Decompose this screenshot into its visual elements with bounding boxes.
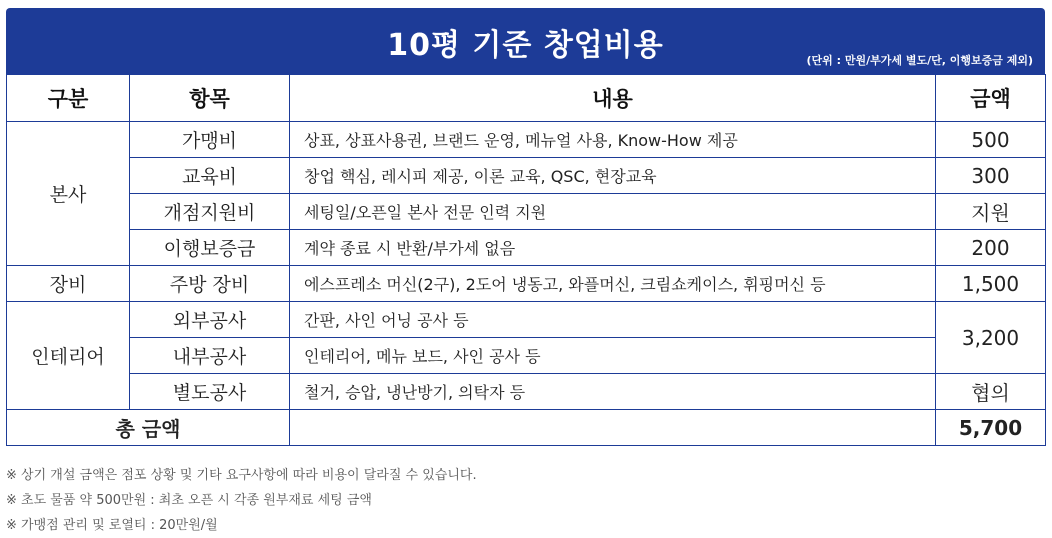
unit-note: (단위 : 만원/부가세 별도/단, 이행보증금 제외) xyxy=(806,54,1033,67)
content-cell: 에스프레소 머신(2구), 2도어 냉동고, 와플머신, 크림쇼케이스, 휘핑머신 등 xyxy=(290,266,936,302)
item-cell: 내부공사 xyxy=(130,338,290,374)
content-cell: 상표, 상표사용권, 브랜드 운영, 메뉴얼 사용, Know-How 제공 xyxy=(290,122,936,158)
amount-cell: 300 xyxy=(936,158,1046,194)
amount-cell: 협의 xyxy=(936,374,1046,410)
table-row xyxy=(7,158,1046,194)
content-cell: 인테리어, 메뉴 보드, 사인 공사 등 xyxy=(290,338,936,374)
note-line: ※ 초도 물품 약 500만원 : 최초 오픈 시 각종 원부재료 세팅 금액 xyxy=(6,493,372,508)
page-title: 10평 기준 창업비용 xyxy=(387,28,664,63)
total-empty-cell xyxy=(290,410,936,446)
content-cell: 철거, 승압, 냉난방기, 의탁자 등 xyxy=(290,374,936,410)
table-row xyxy=(7,374,1046,410)
item-cell: 별도공사 xyxy=(130,374,290,410)
total-label: 총 금액 xyxy=(7,410,290,446)
table-header-row xyxy=(7,75,1046,122)
item-cell: 외부공사 xyxy=(130,302,290,338)
total-row xyxy=(7,410,1046,446)
item-cell: 주방 장비 xyxy=(130,266,290,302)
category-cell: 본사 xyxy=(7,122,130,266)
table-row xyxy=(7,122,1046,158)
amount-cell: 500 xyxy=(936,122,1046,158)
item-cell: 이행보증금 xyxy=(130,230,290,266)
category-cell: 인테리어 xyxy=(7,302,130,410)
amount-cell: 200 xyxy=(936,230,1046,266)
total-amount: 5,700 xyxy=(936,410,1046,446)
header-item: 항목 xyxy=(130,75,290,122)
header-category: 구분 xyxy=(7,75,130,122)
amount-cell: 1,500 xyxy=(936,266,1046,302)
table-row xyxy=(7,194,1046,230)
header-content: 내용 xyxy=(290,75,936,122)
content-cell: 세팅일/오픈일 본사 전문 인력 지원 xyxy=(290,194,936,230)
header-amount: 금액 xyxy=(936,75,1046,122)
table-row xyxy=(7,338,1046,374)
cost-table xyxy=(6,74,1046,446)
amount-cell: 3,200 xyxy=(936,302,1046,374)
table-row xyxy=(7,230,1046,266)
content-cell: 간판, 사인 어닝 공사 등 xyxy=(290,302,936,338)
note-line: ※ 상기 개설 금액은 점포 상황 및 기타 요구사항에 따라 비용이 달라질 수 있습니다. xyxy=(6,468,477,483)
item-cell: 교육비 xyxy=(130,158,290,194)
item-cell: 가맹비 xyxy=(130,122,290,158)
content-cell: 계약 종료 시 반환/부가세 없음 xyxy=(290,230,936,266)
title-bar xyxy=(6,8,1045,74)
content-cell: 창업 핵심, 레시피 제공, 이론 교육, QSC, 현장교육 xyxy=(290,158,936,194)
item-cell: 개점지원비 xyxy=(130,194,290,230)
notes xyxy=(6,463,477,538)
amount-cell: 지원 xyxy=(936,194,1046,230)
table-row xyxy=(7,266,1046,302)
table-row xyxy=(7,302,1046,338)
category-cell: 장비 xyxy=(7,266,130,302)
note-line: ※ 가맹점 관리 및 로열티 : 20만원/월 xyxy=(6,518,218,533)
